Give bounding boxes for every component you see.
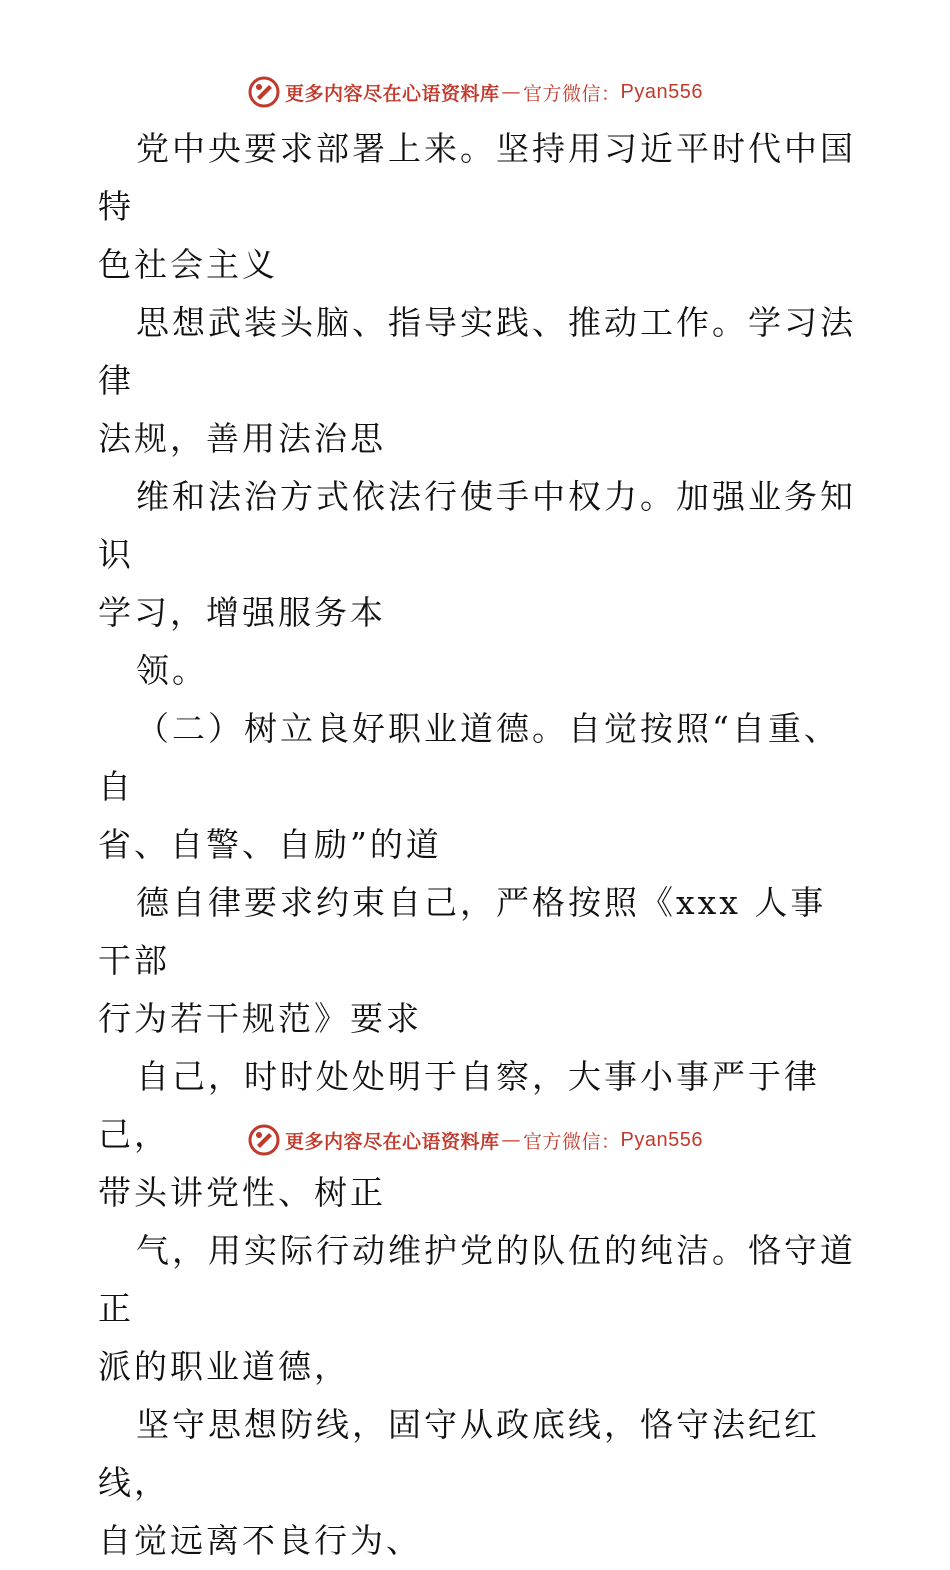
footer-wechat-label: 官方微信： <box>523 1130 621 1153</box>
header-separator: — <box>501 81 522 103</box>
paragraph-7-line-2: 带头讲党性、树正 <box>98 1173 386 1212</box>
paragraph-4-line-1: 领。 <box>136 651 208 690</box>
brand-logo-icon <box>247 1123 281 1157</box>
paragraph-3-line-2: 学习，增强服务本 <box>98 593 386 632</box>
paragraph-6-line-2: 行为若干规范》要求 <box>98 999 422 1038</box>
paragraph-8 <box>98 1222 858 1396</box>
paragraph-3 <box>98 468 858 642</box>
paragraph-8-line-1: 气，用实际行动维护党的队伍的纯洁。恪守道正 <box>98 1231 856 1328</box>
footer-separator: — <box>501 1129 522 1151</box>
paragraph-5-line-2: 省、自警、自励”的道 <box>98 825 442 864</box>
header-wechat-id: Pyan556 <box>620 80 703 103</box>
header-banner <box>0 72 950 112</box>
header-wechat-label: 官方微信： <box>523 82 621 105</box>
paragraph-9-line-1: 坚守思想防线，固守从政底线，恪守法纪红线， <box>98 1405 820 1502</box>
paragraph-5-line-1: （二）树立良好职业道德。自觉按照“自重、自 <box>98 709 840 806</box>
paragraph-3-line-1: 维和法治方式依法行使手中权力。加强业务知识 <box>98 477 856 574</box>
paragraph-5 <box>98 700 858 874</box>
footer-wechat-id: Pyan556 <box>620 1128 703 1151</box>
paragraph-1-line-1: 党中央要求部署上来。坚持用习近平时代中国特 <box>98 129 856 226</box>
document-body <box>98 120 858 1570</box>
paragraph-2-line-2: 法规，善用法治思 <box>98 419 386 458</box>
footer-brand-text: 更多内容尽在心语资料库 <box>285 1130 500 1153</box>
paragraph-2 <box>98 294 858 468</box>
header-brand-text: 更多内容尽在心语资料库 <box>285 82 500 105</box>
paragraph-2-line-1: 思想武装头脑、指导实践、推动工作。学习法律 <box>98 303 856 400</box>
paragraph-8-line-2: 派的职业道德， <box>98 1347 350 1386</box>
paragraph-1 <box>98 120 858 294</box>
brand-logo-icon <box>247 75 281 109</box>
paragraph-7-line-1: 自己，时时处处明于自察，大事小事严于律己， <box>98 1057 820 1154</box>
footer-banner <box>0 1120 950 1160</box>
paragraph-1-line-2: 色社会主义 <box>98 245 278 284</box>
paragraph-6-line-1: 德自律要求约束自己，严格按照《xxx 人事干部 <box>98 883 827 980</box>
paragraph-4 <box>98 642 858 700</box>
paragraph-9-line-2: 自觉远离不良行为、 <box>98 1521 422 1560</box>
paragraph-9 <box>98 1396 858 1570</box>
paragraph-6 <box>98 874 858 1048</box>
